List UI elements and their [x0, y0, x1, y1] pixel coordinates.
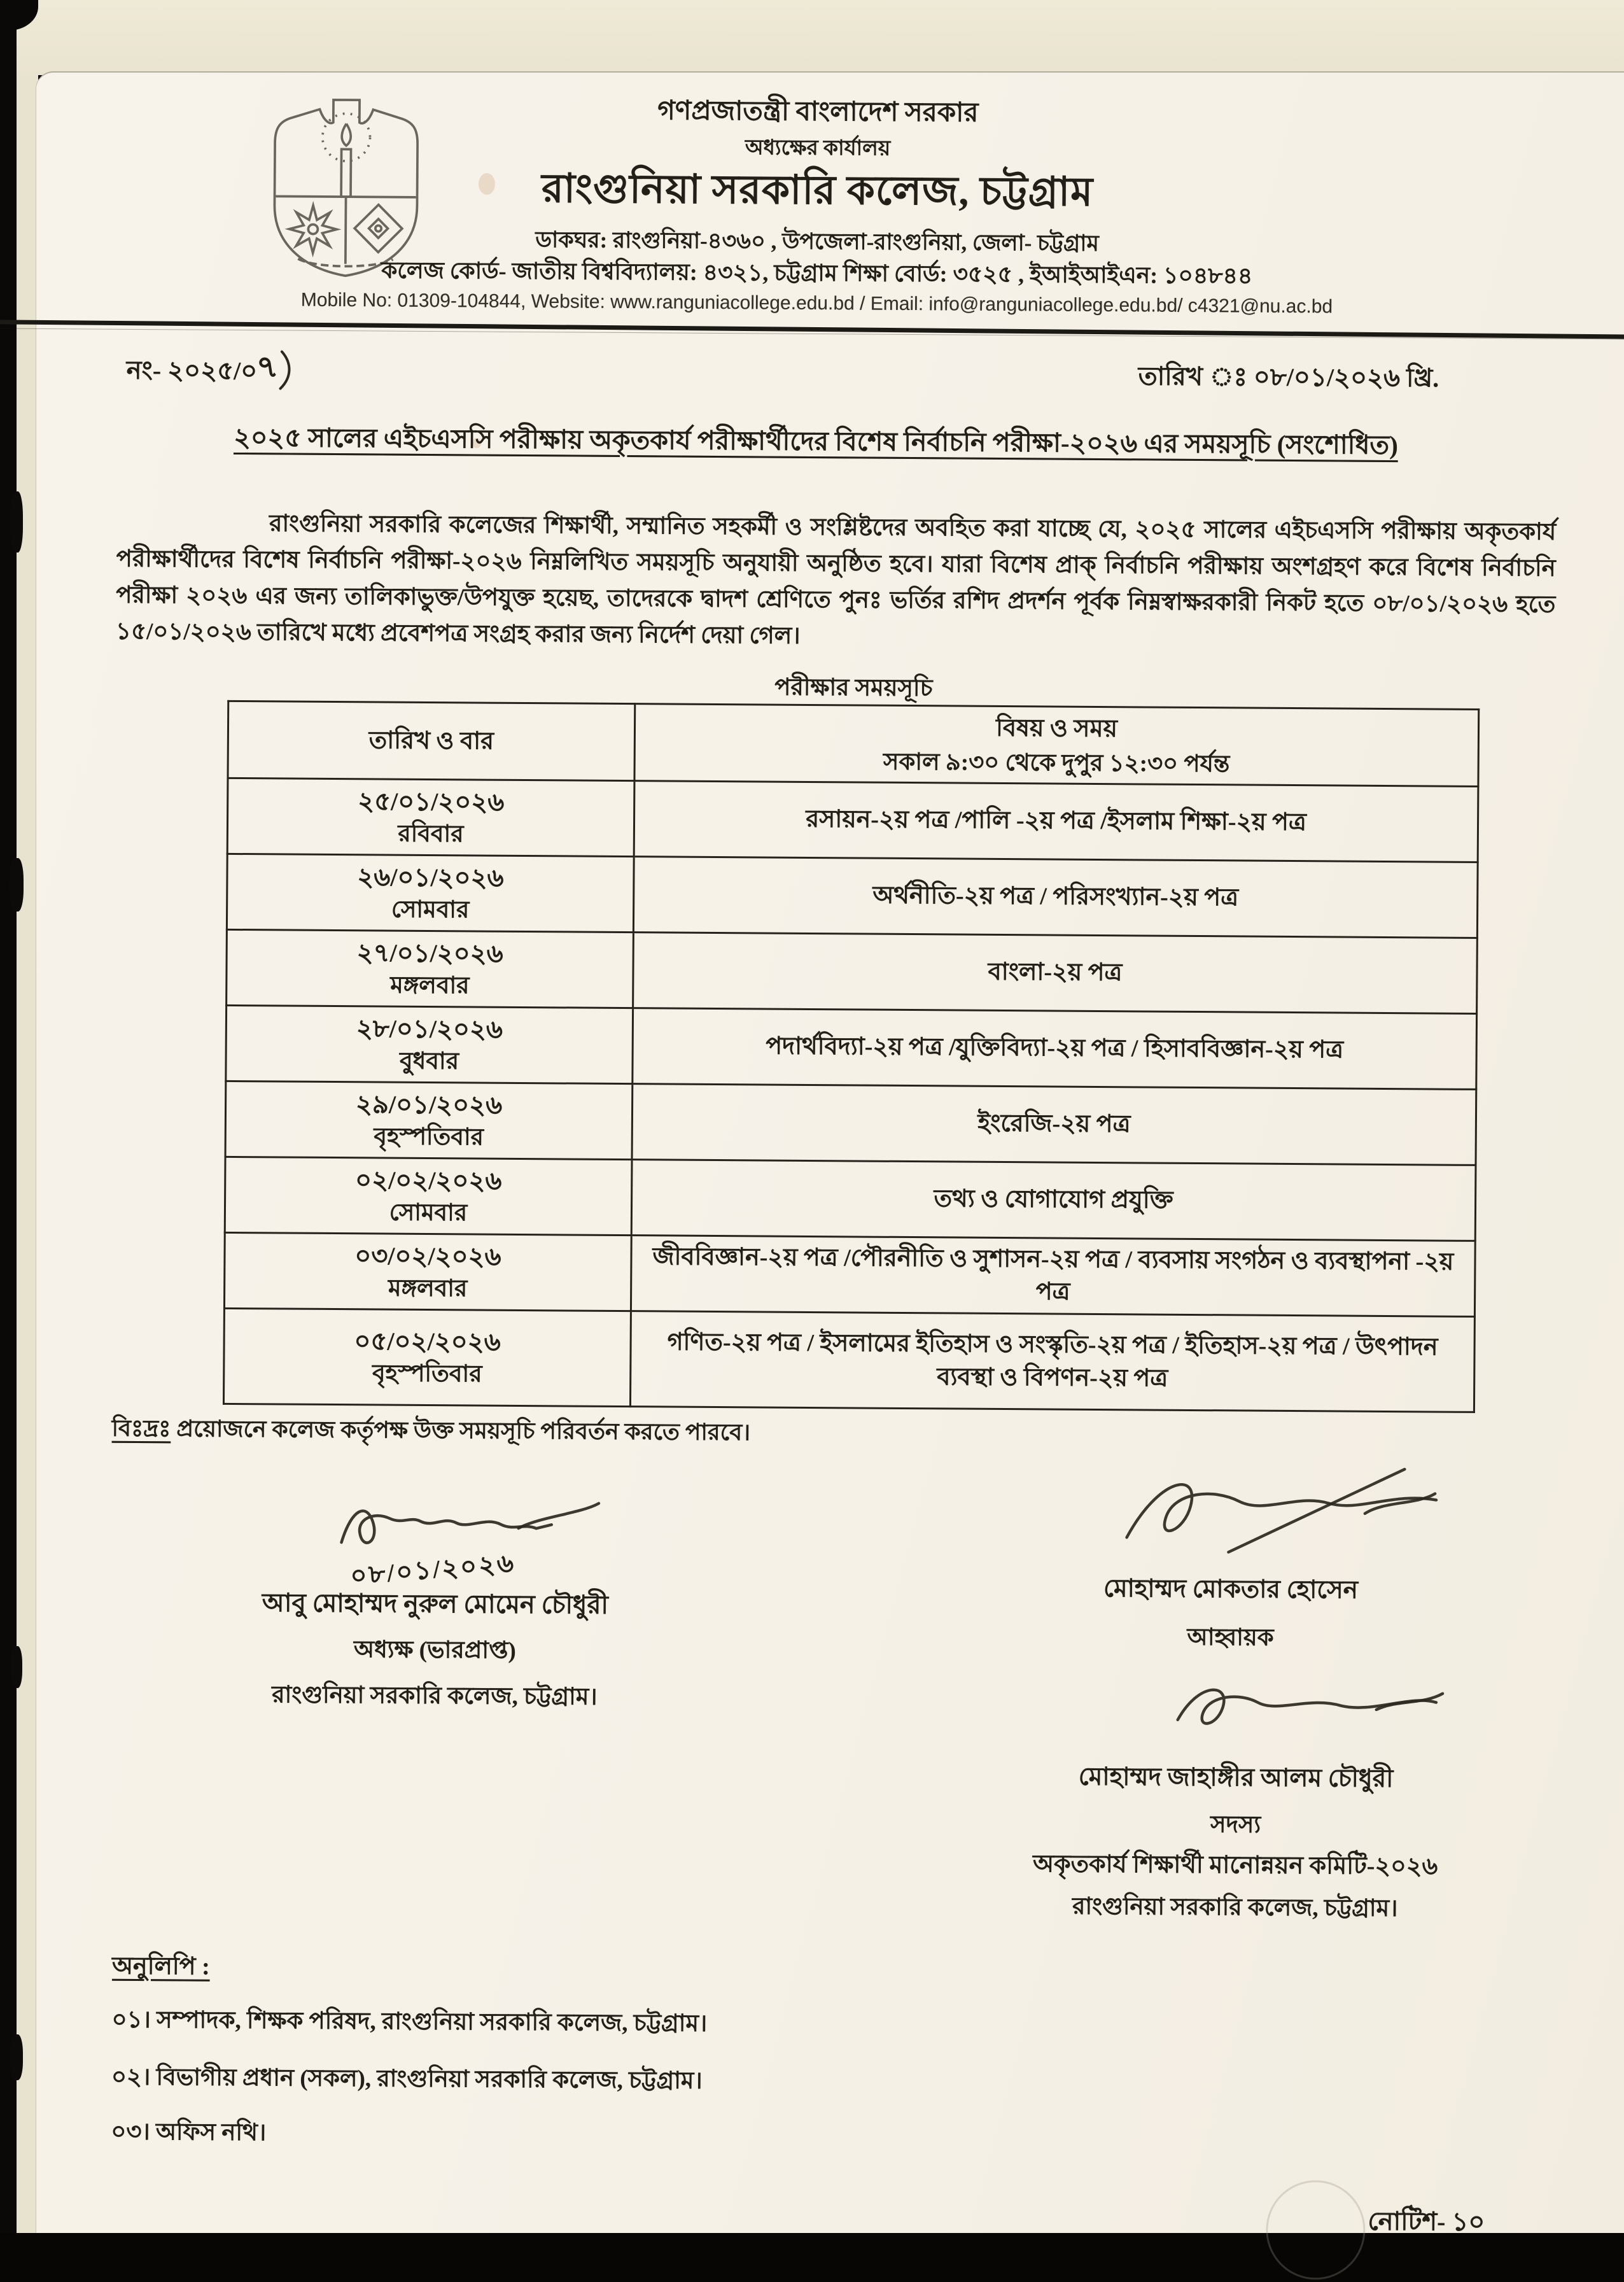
signature-handwritten-date: ০৮/০১/২০২৬	[349, 1548, 517, 1591]
date-day-cell: ২৯/০১/২০২৬ বৃহস্পতিবার	[225, 1081, 633, 1159]
table-row	[226, 1005, 1477, 1089]
memo-number-printed: নং- ২০২৫/০	[126, 355, 258, 386]
note-label: বিঃদ্রঃ	[111, 1415, 171, 1442]
col-header-subject-time	[634, 704, 1479, 787]
signatory-right-bottom-role: সদস্য	[1210, 1812, 1261, 1838]
subjects-cell: ইংরেজি-২য় পত্র	[632, 1084, 1476, 1166]
subjects-cell: অর্থনীতি-২য় পত্র / পরিসংখ্যান-২য় পত্র	[633, 857, 1478, 938]
table-row	[225, 1157, 1476, 1241]
col-header-subject: বিষয় ও সময়	[995, 714, 1118, 742]
date-day-cell: ২৮/০১/২০২৬ বুধবার	[226, 1005, 633, 1083]
date-day-cell: ২৬/০১/২০২৬ সোমবার	[227, 854, 634, 932]
table-row	[225, 1081, 1476, 1165]
subjects-cell: জীববিজ্ঞান-২য় পত্র /পৌরনীতি ও সুশাসন-২য় পত্র / ব্যবসায় সংগঠন ও ব্যবস্থাপনা -২য় পত্র	[631, 1236, 1475, 1317]
subjects-cell: রসায়ন-২য় পত্র /পালি -২য় পত্র /ইসলাম শিক্ষা-২য় পত্র	[634, 781, 1478, 863]
table-row	[223, 1308, 1474, 1412]
date-day-cell: ২৭/০১/২০২৬ মঙ্গলবার	[227, 929, 634, 1008]
memo-number-handwritten-digit: ৭	[254, 348, 280, 386]
notice-title: ২০২৫ সালের এইচএসসি পরীক্ষায় অকৃতকার্য পরীক্ষার্থীদের বিশেষ নির্বাচনি পরীক্ষা-২০২৬ এর সময়সূচি (সংশোধিত)	[234, 422, 1398, 460]
date-day-cell: ০২/০২/২০২৬ সোমবার	[225, 1157, 632, 1235]
signatory-right-bottom-name: মোহাম্মদ জাহাঙ্গীর আলম চৌধুরী	[1078, 1763, 1394, 1793]
table-row	[227, 778, 1478, 862]
signatory-left-name: আবু মোহাম্মদ নুরুল মোমেন চৌধুরী	[262, 1588, 609, 1619]
table-row	[227, 929, 1478, 1013]
signature-convener	[1103, 1461, 1473, 1560]
distribution-item: ০১। সম্পাদক, শিক্ষক পরিষদ, রাংগুনিয়া সরকারি কলেজ, চট্টগ্রাম।	[111, 2006, 708, 2037]
contact-line: Mobile No: 01309-104844, Website: www.ranguniacollege.edu.bd / Email: info@ranguniacollege.edu.bd/ c4321@nu.ac.bd	[300, 289, 1333, 318]
address-line-1: ডাকঘর: রাংগুনিয়া-৪৩৬০ , উপজেলা-রাংগুনিয়া, জেলা- চট্টগ্রাম	[535, 227, 1100, 256]
note-line	[111, 1411, 750, 1454]
signatory-right-bottom-org: রাংগুনিয়া সরকারি কলেজ, চট্টগ্রাম।	[1072, 1893, 1398, 1922]
memo-number	[126, 344, 295, 398]
table-caption: পরীক্ষার সময়সূচি	[774, 674, 933, 702]
subjects-cell: গণিত-২য় পত্র / ইসলামের ইতিহাস ও সংস্কৃতি-২য় পত্র / ইতিহাস-২য় পত্র / উৎপাদন ব্যবস্থা ও বিপণন-২য় পত্র	[630, 1311, 1474, 1412]
notice-body: রাংগুনিয়া সরকারি কলেজের শিক্ষার্থী, সম্মানিত সহকর্মী ও সংশ্লিষ্টদের অবহিত করা যাচ্ছে যে, ২০২৫ সালের এইচএসসি পরীক্ষায় অকৃতকার্য পরীক্ষার্থীদের বিশেষ নির্বাচনি পরীক্ষা-২০২৬ নিম্নলিখিত সময়সূচি অনুযায়ী অনুষ্ঠিত হবে। যারা বিশেষ প্রাক্ নির্বাচনি পরীক্ষায় অংশগ্রহণ করে বিশেষ নির্বাচনি পরীক্ষা ২০২৬ এর জন্য তালিকাভুক্ত/উপযুক্ত হয়েছ, তাদেরকে দ্বাদশ শ্রেণিতে পুনঃ ভর্তির রশিদ প্রদর্শন পূর্বক নিম্নস্বাক্ষরকারী নিকট হতে ০৮/০১/২০২৬ হতে ১৫/০১/২০২৬ তারিখে মধ্যে প্রবেশপত্র সংগ্রহ করার জন্য নির্দেশ দেয়া গেল।	[115, 511, 1557, 649]
signature-member	[1159, 1666, 1453, 1746]
subjects-cell: তথ্য ও যোগাযোগ প্রযুক্তি	[631, 1160, 1476, 1241]
table-header-row	[228, 701, 1479, 786]
distribution-heading: অনুলিপি :	[111, 1952, 210, 1980]
stamp-arc	[1266, 2180, 1366, 2280]
signatory-right-top-role: আহ্বায়ক	[1187, 1624, 1274, 1651]
col-header-date-day: তারিখ ও বার	[228, 701, 635, 780]
subjects-cell: বাংলা-২য় পত্র	[633, 933, 1478, 1014]
govt-line: গণপ্রজাতন্ত্রী বাংলাদেশ সরকার	[657, 96, 979, 128]
signatory-left-role: অধ্যক্ষ (ভারপ্রাপ্ত)	[353, 1637, 516, 1664]
subjects-cell: পদার্থবিদ্যা-২য় পত্র /যুক্তিবিদ্যা-২য় পত্র / হিসাববিজ্ঞান-২য় পত্র	[633, 1008, 1477, 1090]
signatory-left-org: রাংগুনিয়া সরকারি কলেজ, চট্টগ্রাম।	[272, 1682, 598, 1710]
note-text: প্রয়োজনে কলেজ কর্তৃপক্ষ উক্ত সময়সূচি পরিবর্তন করতে পারবে।	[176, 1416, 751, 1446]
notice-number-footer: নোটিশ- ১০	[1368, 2206, 1485, 2237]
distribution-item: ০২। বিভাগীয় প্রধান (সকল), রাংগুনিয়া সরকারি কলেজ, চট্টগ্রাম।	[111, 2064, 703, 2094]
address-line-2: কলেজ কোর্ড- জাতীয় বিশ্ববিদ্যালয়: ৪৩২১, চট্টগ্রাম শিক্ষা বোর্ড: ৩৫২৫ , ইআইআইএন: ১০৪৮৪৪	[381, 257, 1253, 289]
date-day-cell: ২৫/০১/২০২৬ রবিবার	[227, 778, 634, 856]
col-header-time: সকাল ৯:৩০ থেকে দুপুর ১২:৩০ পর্যন্ত	[883, 749, 1230, 777]
exam-schedule-table	[223, 700, 1480, 1413]
college-name: রাংগুনিয়া সরকারি কলেজ, চট্টগ্রাম	[541, 166, 1094, 215]
table-row	[224, 1232, 1475, 1316]
distribution-item: ০৩। অফিস নথি।	[111, 2118, 267, 2146]
table-row	[227, 854, 1478, 938]
date-line: তারিখ ঃ ০৮/০১/২০২৬ খ্রি.	[1138, 362, 1439, 393]
signatory-right-bottom-committee: অকৃতকার্য শিক্ষার্থী মানোন্নয়ন কমিটি-২০২৬	[1032, 1850, 1438, 1880]
date-day-cell: ০৫/০২/২০২৬ বৃহস্পতিবার	[223, 1308, 631, 1406]
date-day-cell: ০৩/০২/২০২৬ মঙ্গলবার	[224, 1232, 631, 1311]
signatory-right-top-name: মোহাম্মদ মোকতার হোসেন	[1103, 1575, 1359, 1604]
office-line: অধ্যক্ষের কার্যালয়	[745, 136, 891, 160]
